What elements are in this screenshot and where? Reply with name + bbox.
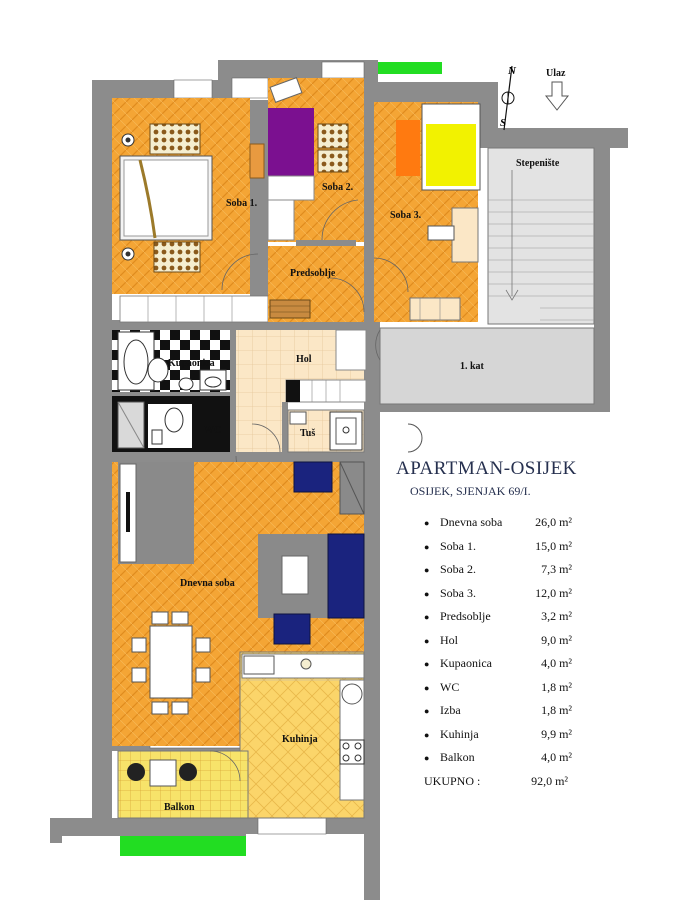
entrance-label: Ulaz bbox=[546, 68, 566, 79]
list-item: ● Izba 1,8 m² bbox=[424, 703, 572, 717]
label-predsoblje: Predsoblje bbox=[290, 268, 336, 279]
label-kuhinja: Kuhinja bbox=[282, 734, 318, 745]
area-list bbox=[396, 515, 596, 774]
label-wc: WC bbox=[204, 425, 222, 436]
list-item: ● Soba 1. 15,0 m² bbox=[424, 538, 572, 553]
compass-icon bbox=[500, 65, 517, 130]
room-soba1 bbox=[112, 98, 268, 322]
label-tus: Tuš bbox=[300, 428, 316, 439]
list-item: ● Kupaonica 4,0 m² bbox=[424, 656, 572, 670]
entrance-arrow-icon bbox=[546, 82, 568, 110]
room-soba2 bbox=[268, 78, 364, 246]
compass-north: N bbox=[508, 65, 516, 77]
list-item: ● Dnevna soba 26,0 m² bbox=[424, 515, 572, 529]
label-soba2: Soba 2. bbox=[322, 182, 354, 193]
list-item: ● Soba 3. 12,0 m² bbox=[424, 585, 572, 600]
label-balkon: Balkon bbox=[164, 802, 195, 813]
label-stepeniste: Stepenište bbox=[516, 158, 560, 169]
list-item: ● Soba 2. 7,3 m² bbox=[424, 562, 572, 576]
label-dnevna-soba: Dnevna soba bbox=[180, 578, 235, 589]
door-swing bbox=[408, 424, 422, 452]
label-soba1: Soba 1. bbox=[226, 198, 258, 209]
compass-south: S bbox=[500, 117, 507, 129]
label-kupaonica: Kupaonica bbox=[168, 358, 215, 369]
total-label: UKUPNO : bbox=[424, 773, 481, 788]
list-item: ● WC 1,8 m² bbox=[424, 679, 572, 694]
total-value: 92,0 m² bbox=[531, 773, 568, 788]
label-soba3: Soba 3. bbox=[390, 210, 422, 221]
apartment-address: OSIJEK, SJENJAK 69/I. bbox=[410, 484, 531, 498]
list-item: ● Hol 9,0 m² bbox=[424, 632, 572, 647]
info-panel bbox=[396, 458, 596, 789]
total-row bbox=[396, 774, 596, 789]
label-kat: 1. kat bbox=[460, 361, 484, 372]
room-wc bbox=[112, 396, 230, 452]
list-item: ● Predsoblje 3,2 m² bbox=[424, 609, 572, 623]
list-item: ● Kuhinja 9,9 m² bbox=[424, 726, 572, 741]
list-item: ● Balkon 4,0 m² bbox=[424, 750, 572, 764]
apartment-title: APARTMAN-OSIJEK bbox=[396, 458, 577, 479]
label-hol: Hol bbox=[296, 354, 312, 365]
